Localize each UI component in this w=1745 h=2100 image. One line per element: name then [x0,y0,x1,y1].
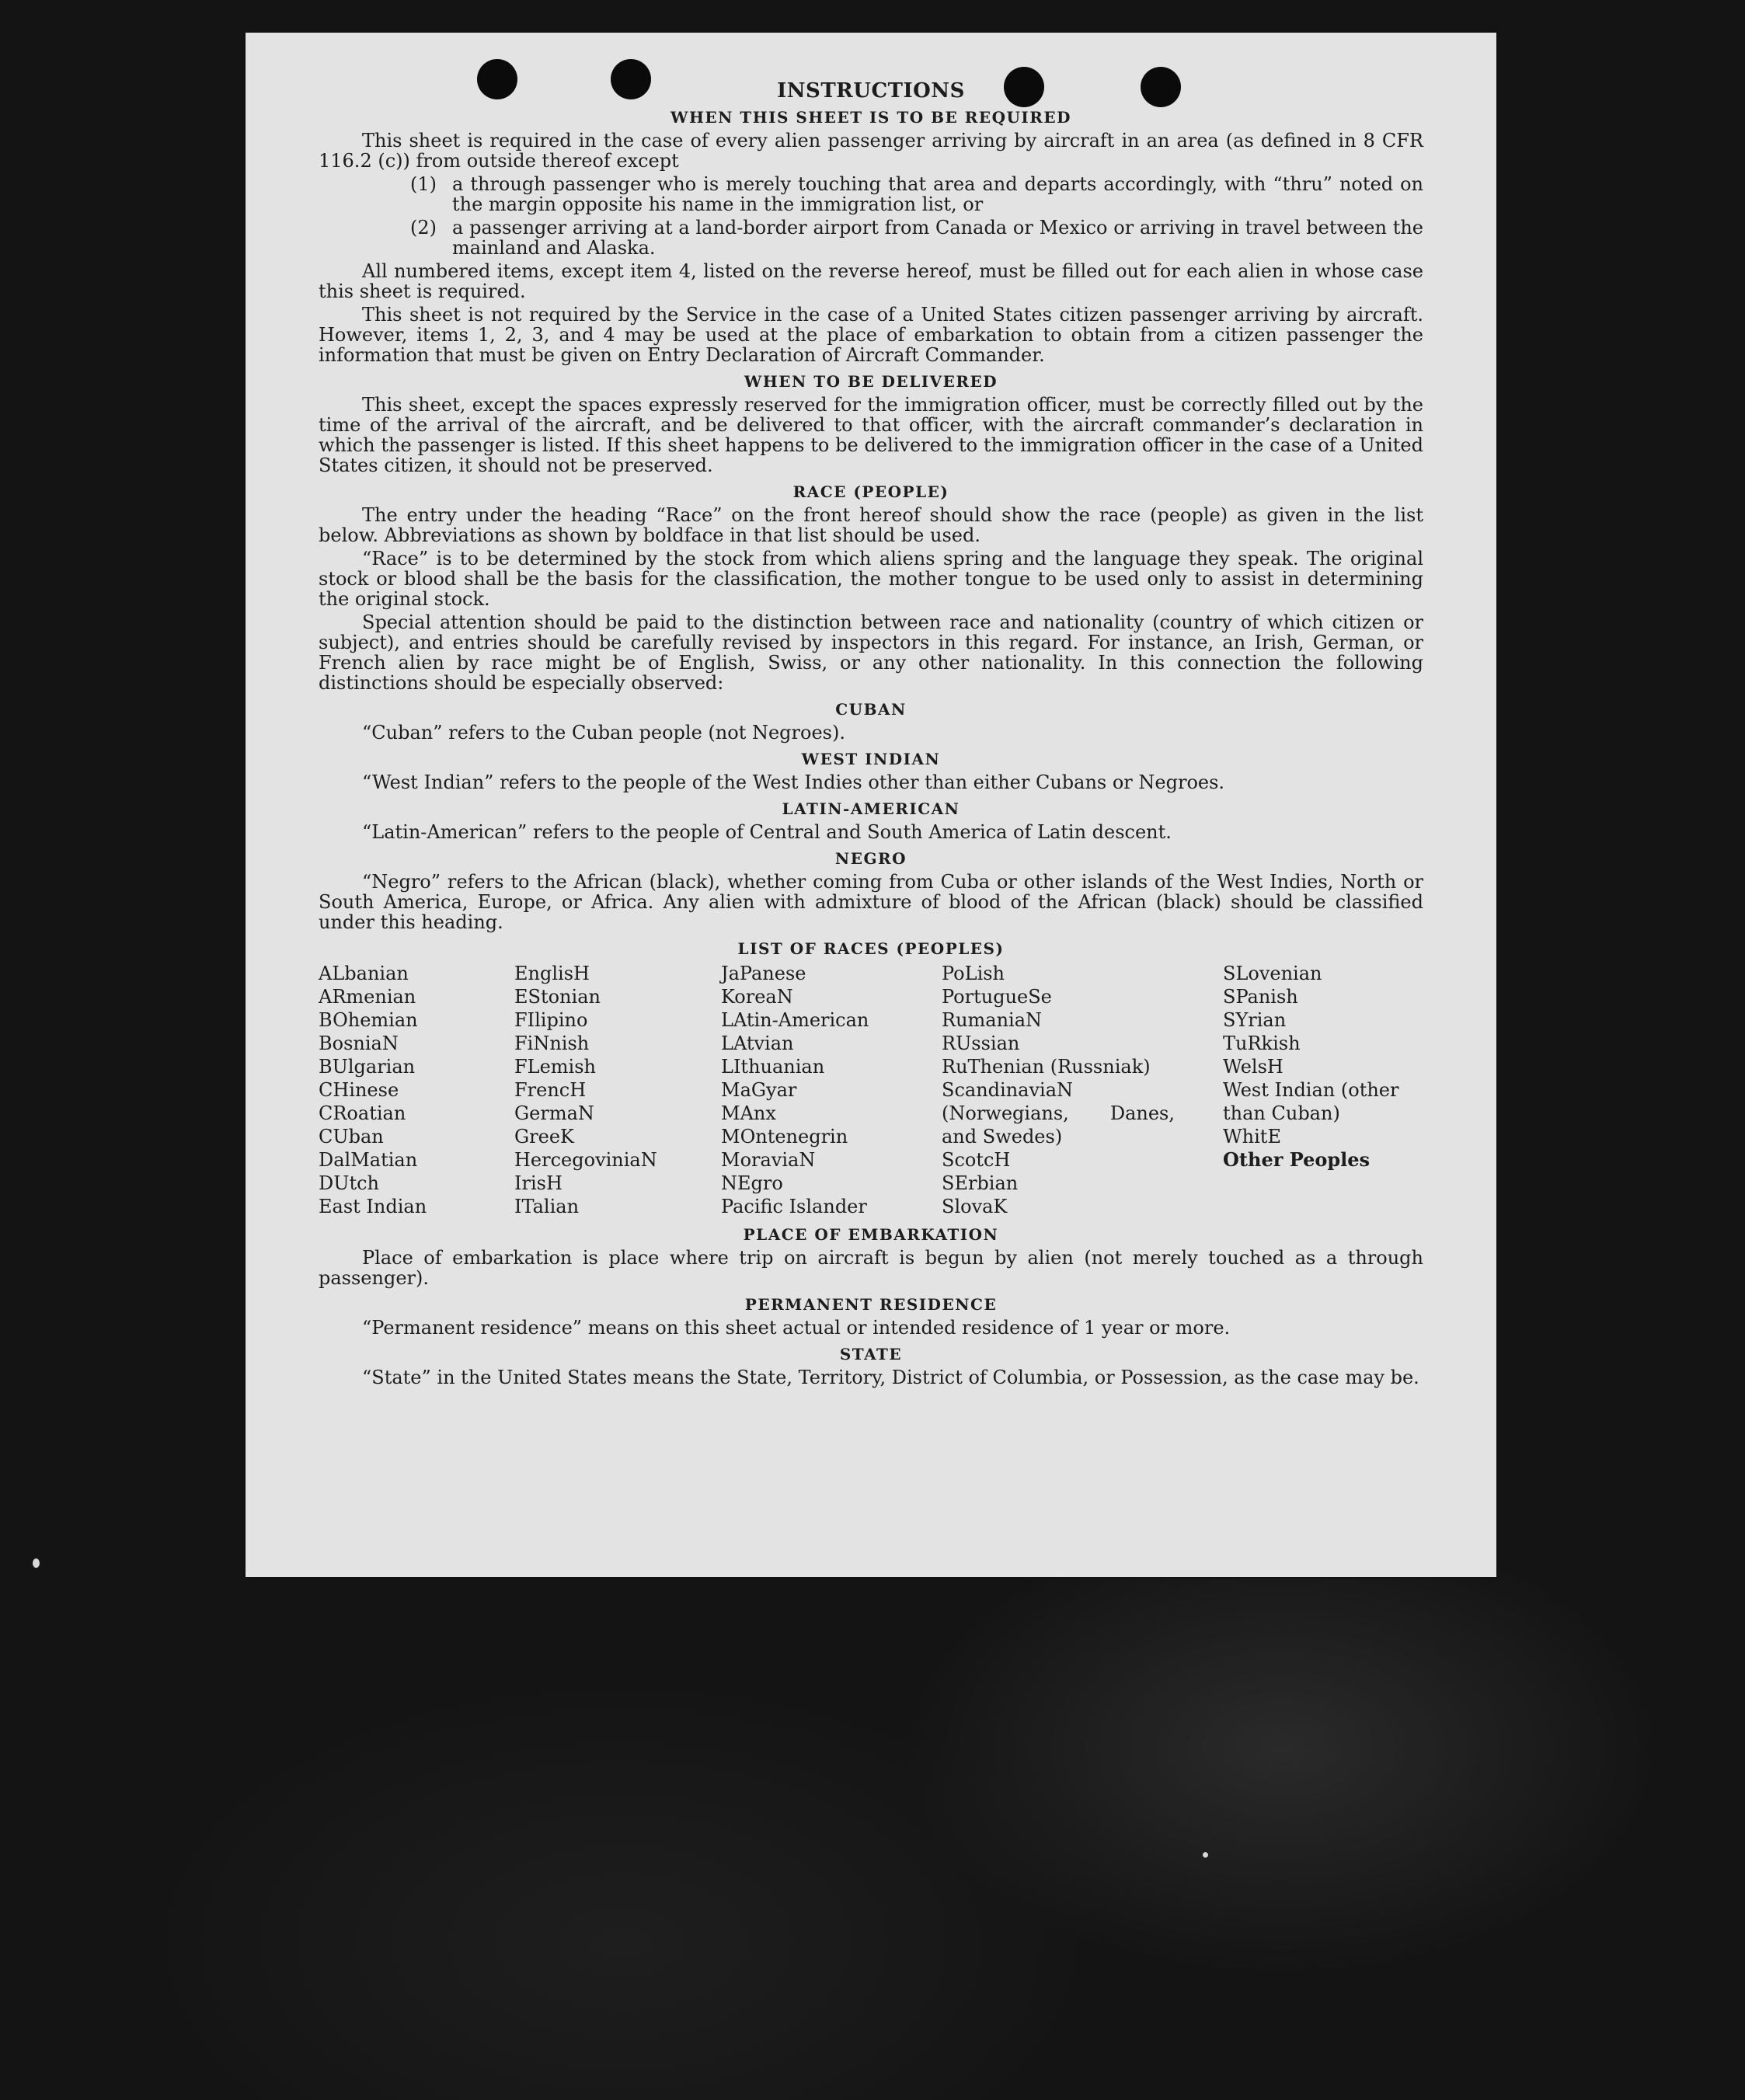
race-entry: SErbian [942,1172,1019,1194]
race-entry: PortugueSe [942,986,1052,1008]
item-number: (1) [410,173,437,195]
race-entry: Pacific Islander [721,1196,867,1217]
paragraph: “Negro” refers to the African (black), whether coming from Cuba or other islands of the West Indies, North or South America, Europe, or Africa. Any alien with admixture of blood of the African (black) should be classified under this heading. [319,871,1423,933]
race-entry: GreeK [514,1126,574,1148]
race-column [721,962,942,1218]
paragraph: “Permanent residence” means on this sheet actual or intended residence of 1 year or more. [362,1317,1231,1339]
race-entry: SYrian [1223,1009,1287,1031]
paragraph: Special attention should be paid to the distinction between race and nationality (country of which citizen or subject), and entries should be carefully revised by inspectors in this regard. For instance, an Irish, German, or French alien by race might be of English, Swiss, or any other nationality. In this connection the following distinctions should be especially observed: [319,611,1423,694]
race-entry: LIthuanian [721,1056,825,1078]
race-entry: DUtch [319,1172,380,1194]
race-entry: FrencH [514,1079,587,1101]
paragraph: “Cuban” refers to the Cuban people (not Negroes). [362,722,845,744]
race-entry: DalMatian [319,1149,418,1171]
item-text: a through passenger who is merely touching that area and departs accordingly, with “thru” noted on the margin opposite his name in the immigration list, or [452,173,1423,215]
race-entry: BOhemian [319,1009,418,1031]
race-entry: ScandinaviaN (Norwegians, Danes, and Swedes) [942,1079,1175,1148]
race-entry: FiNnish [514,1033,590,1054]
instruction-sheet [246,33,1496,1577]
section-heading: CUBAN [835,700,907,719]
race-entry: WelsH [1223,1056,1283,1078]
race-entry: ScotcH [942,1149,1011,1171]
race-entry: East Indian [319,1196,427,1217]
race-entry: West Indian (other than Cuban) [1223,1079,1399,1124]
race-entry: MOntenegrin [721,1126,848,1148]
race-entry: CUban [319,1126,384,1148]
race-entry: GermaN [514,1102,594,1124]
race-entry: JaPanese [721,963,806,984]
paragraph: The entry under the heading “Race” on the front hereof should show the race (people) as given in the list below. Abbreviations as shown by boldface in that list should be used. [319,504,1423,546]
dust-speck [1203,1852,1208,1858]
paragraph: Place of embarkation is place where trip on aircraft is begun by alien (not merely touched as a through passenger). [319,1247,1423,1289]
race-entry: ARmenian [319,986,416,1008]
race-entry: WhitE [1223,1126,1281,1148]
race-entry: BosniaN [319,1033,399,1054]
race-entry: HercegoviniaN [514,1149,657,1171]
section-heading: NEGRO [834,849,907,868]
race-entry: CRoatian [319,1102,406,1124]
race-entry: MoraviaN [721,1149,816,1171]
section-heading: WEST INDIAN [801,750,941,768]
race-column [942,962,1223,1218]
section-heading: PLACE OF EMBARKATION [743,1225,999,1244]
section-heading: WHEN TO BE DELIVERED [744,372,998,391]
race-entry: RuThenian (Russniak) [942,1056,1151,1078]
section-heading: LATIN-AMERICAN [782,799,960,818]
section-heading: WHEN THIS SHEET IS TO BE REQUIRED [670,108,1071,127]
race-entry: IrisH [514,1172,563,1194]
race-entry: RUssian [942,1033,1020,1054]
race-entry: KoreaN [721,986,793,1008]
race-entry: RumaniaN [942,1009,1043,1031]
race-entry: TuRkish [1223,1033,1301,1054]
paragraph: This sheet, except the spaces expressly reserved for the immigration officer, must be correctly filled out by the time of the arrival of the aircraft, and be delivered to that officer, with the aircraft commander’s declaration in which the passenger is listed. If this sheet happens to be delivered to the immigration officer in the case of a United States citizen, it should not be preserved. [319,394,1423,476]
list-item [410,218,1423,258]
section-heading: RACE (PEOPLE) [792,482,949,501]
race-entry: PoLish [942,963,1005,984]
race-entry: LAtvian [721,1033,794,1054]
race-entry: EnglisH [514,963,590,984]
paragraph: “State” in the United States means the State, Territory, District of Columbia, or Possession, as the case may be. [362,1367,1419,1388]
paragraph: “West Indian” refers to the people of the West Indies other than either Cubans or Negroes. [362,771,1225,793]
item-text: a passenger arriving at a land-border airport from Canada or Mexico or arriving in travel between the mainland and Alaska. [452,217,1423,259]
race-entry: Other Peoples [1223,1148,1371,1171]
race-column [514,962,721,1218]
section-heading: PERMANENT RESIDENCE [744,1295,998,1314]
race-entry: SPanish [1223,986,1298,1008]
list-item [410,174,1423,214]
race-entry: FLemish [514,1056,596,1078]
race-entry: MaGyar [721,1079,797,1101]
race-entry: ITalian [514,1196,580,1217]
race-entry: ALbanian [319,963,409,984]
paragraph: All numbered items, except item 4, listed on the reverse hereof, must be filled out for each alien in whose case this sheet is required. [319,260,1423,302]
section-heading: STATE [839,1345,903,1363]
dust-speck [33,1558,40,1568]
race-entry: LAtin-American [721,1009,869,1031]
race-column [1223,962,1423,1218]
race-list [319,962,1423,1218]
race-entry: MAnx [721,1102,776,1124]
race-column [319,962,514,1218]
item-number: (2) [410,217,437,239]
paragraph: “Latin-American” refers to the people of Central and South America of Latin descent. [362,821,1172,843]
race-entry: SLovenian [1223,963,1322,984]
race-entry: SlovaK [942,1196,1008,1217]
race-entry: FIlipino [514,1009,588,1031]
page-title: INSTRUCTIONS [777,79,965,103]
race-entry: NEgro [721,1172,783,1194]
paragraph: This sheet is not required by the Service in the case of a United States citizen passenger arriving by aircraft. However, items 1, 2, 3, and 4 may be used at the place of embarkation to obtain from a citizen passenger the information that must be given on Entry Declaration of Aircraft Commander. [319,304,1423,366]
paragraph: “Race” is to be determined by the stock from which aliens spring and the language they speak. The original stock or blood shall be the basis for the classification, the mother tongue to be used only to assist in determining the original stock. [319,548,1423,610]
race-entry: CHinese [319,1079,399,1101]
sheet-content [319,81,1423,1391]
race-entry: EStonian [514,986,601,1008]
paragraph: This sheet is required in the case of every alien passenger arriving by aircraft in an area (as defined in 8 CFR 116.2 (c)) from outside thereof except [319,130,1423,172]
race-entry: BUlgarian [319,1056,416,1078]
section-heading: LIST OF RACES (PEOPLES) [737,939,1005,958]
